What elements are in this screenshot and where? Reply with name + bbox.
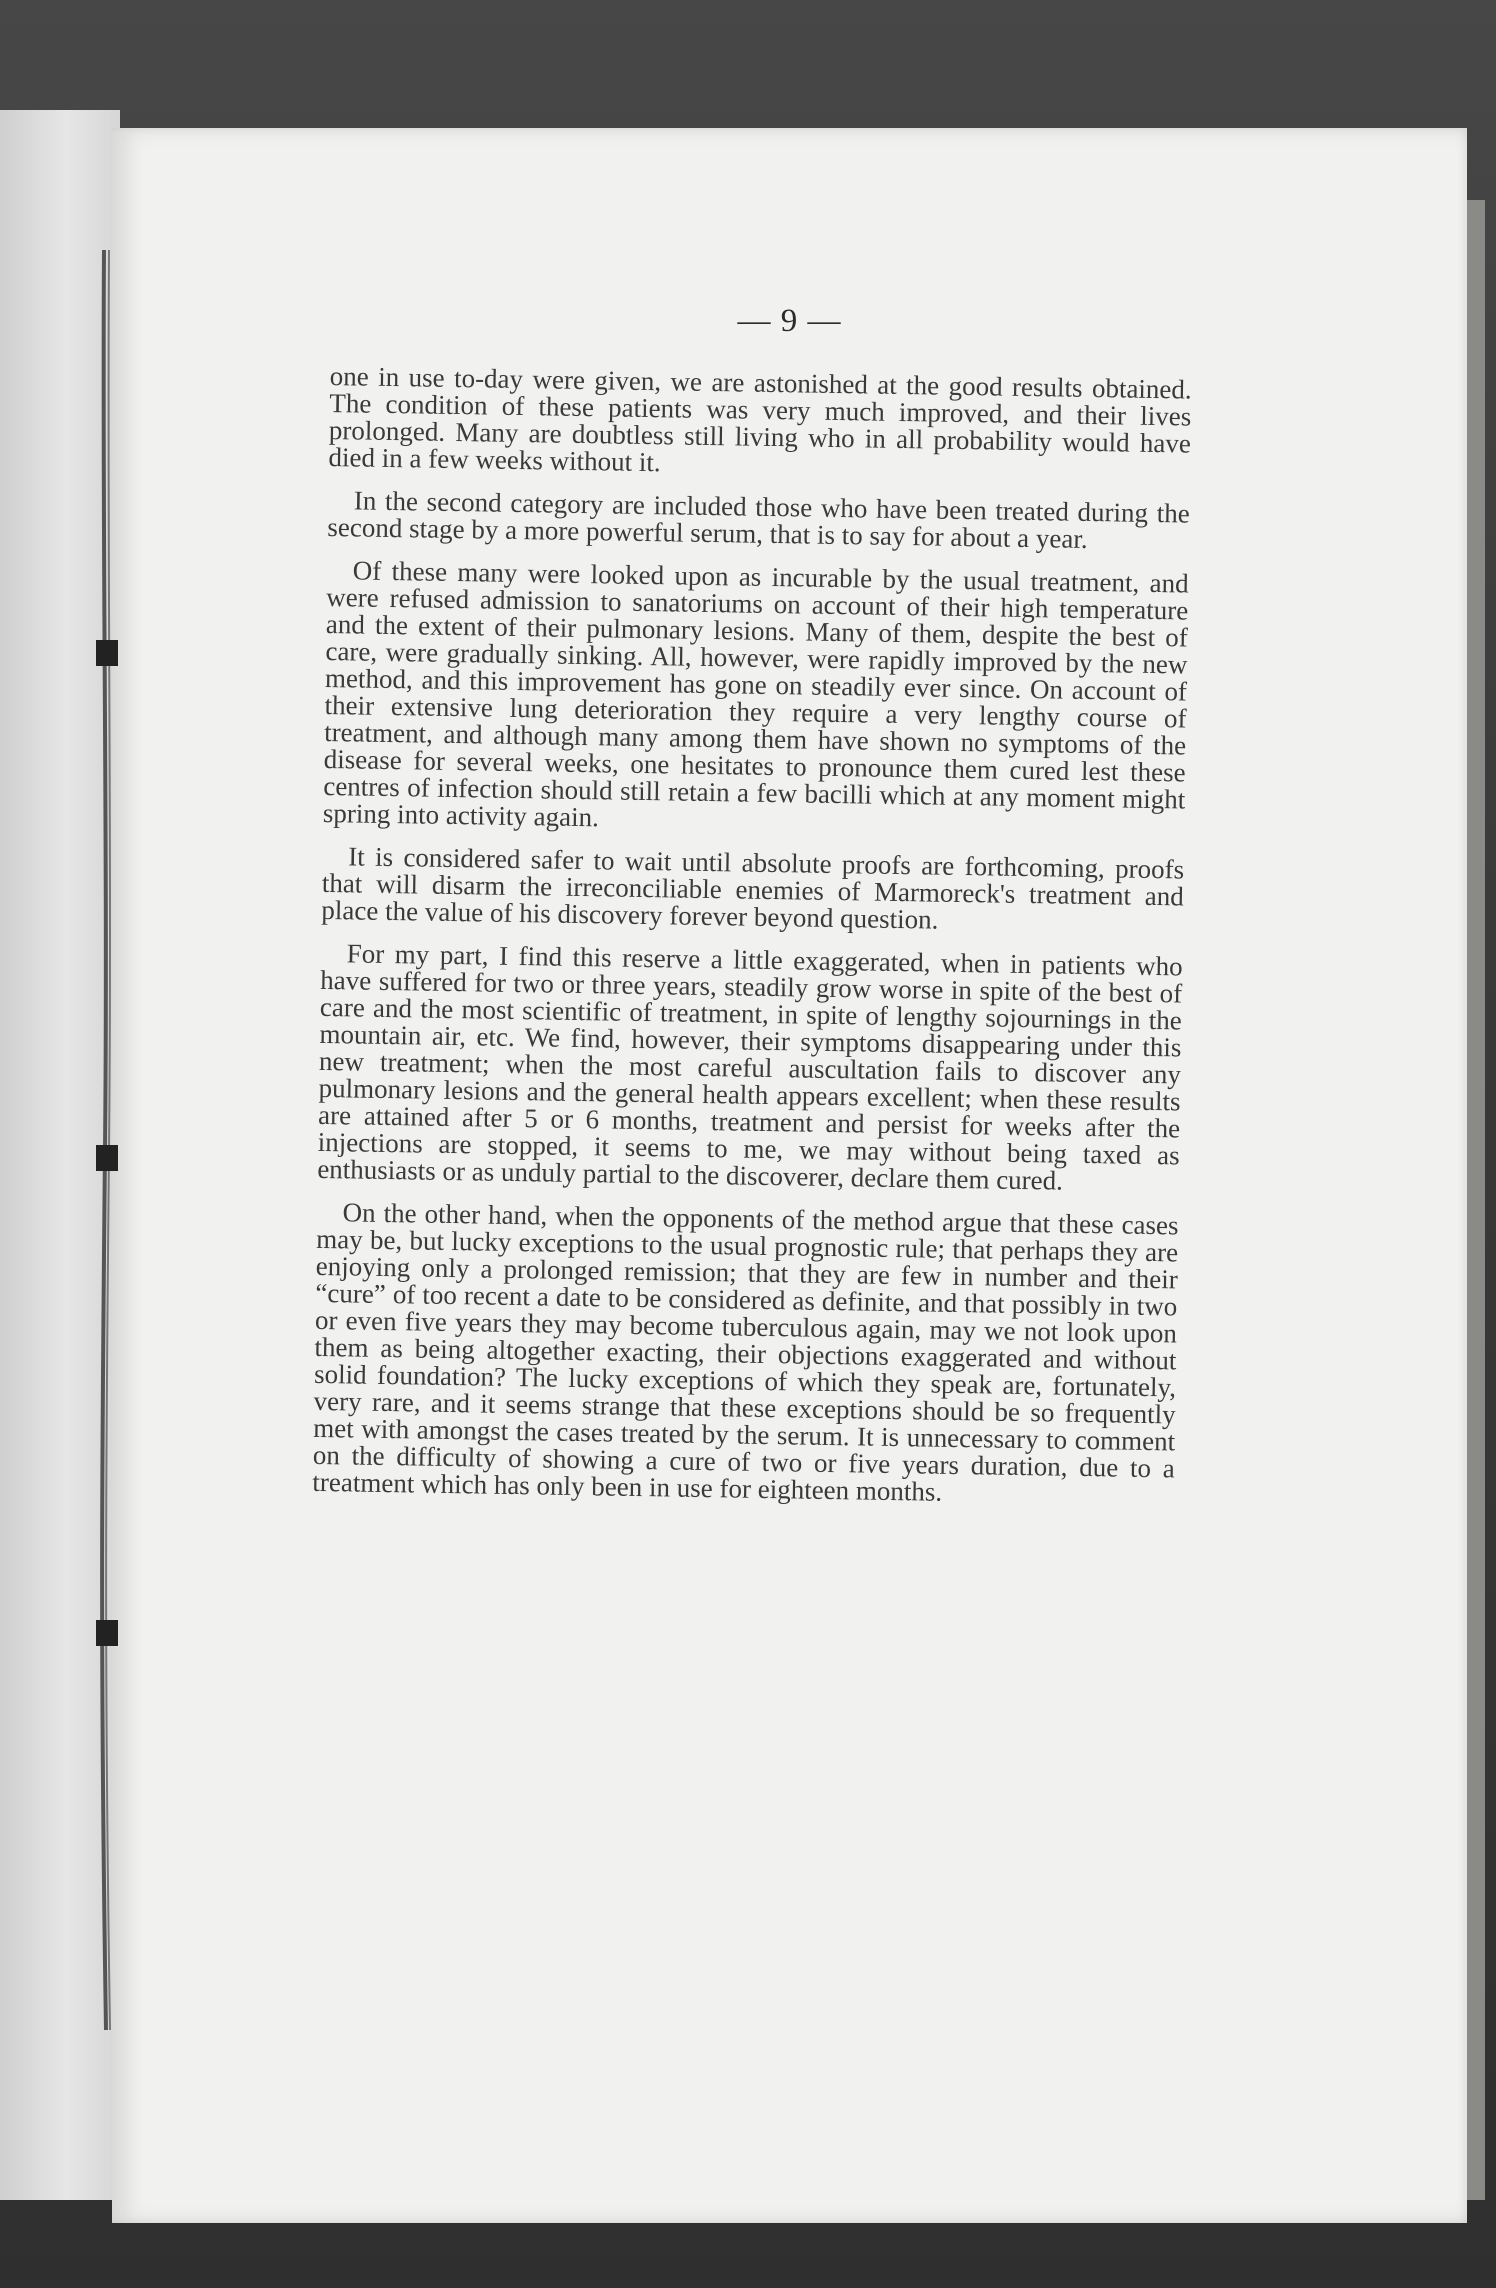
page-edge-shadow [1467, 200, 1485, 2200]
paragraph: one in use to-day were given, we are astonished at the good results obtained. The condition of these patients was very much improved, and their lives prolonged. Many are doubtless still living who in all probability would have died in a few weeks without it. [328, 361, 1192, 478]
paragraph: For my part, I find this reserve a little exaggerated, when in patients who have suffered for two or three years, steadily grow worse in spite of the best of care and the most scientific of treatment, in spite of lengthy sojournings in the mountain air, etc. We find, however, their symptoms disappearing under this new treatment; when the most careful auscultation fails to discover any pulmonary lesions and the general health appears excellent; when these results are attained after 5 or 6 months, treatment and persist for weeks after the injections are stopped, it seems to me, we may without being taxed as enthusiasts or as unduly partial to the discoverer, declare them cured. [317, 938, 1183, 1196]
body-text [312, 363, 1192, 1525]
book-page [112, 128, 1467, 2223]
paragraph: Of these many were looked upon as incurable by the usual treatment, and were refused admission to sanatoriums on account of their high temperature and the extent of their pulmonary lesions. Many of them, despite the best of care, were gradually sinking. All, however, were rapidly improved by the new method, and this improvement has gone on steadily ever since. On account of their extensive lung deterioration they require a very lengthy course of treatment, and although many among them have shown no symptoms of the disease for several weeks, one hesitates to pronounce them cured lest these centres of infection should still retain a few bacilli which at any moment might spring into activity again. [322, 555, 1189, 833]
page-number: — 9 — [737, 303, 842, 339]
paragraph: It is considered safer to wait until absolute proofs are forthcoming, proofs that will disarm the irreconciliable enemies of Marmoreck's treatment and place the value of his discovery forever beyond question. [321, 841, 1185, 935]
paragraph: On the other hand, when the opponents of the method argue that these cases may be, but lucky exceptions to the usual prognostic rule; that perhaps they are enjoying only a prolonged remission; that they are few in number and their “cure” of too recent a date to be considered as definite, and that possibly in two or even five years they may become tuberculous again, may we not look upon them as being altogether exacting, their objections exaggerated and without solid foundation? The lucky exceptions of which they speak are, fortunately, very rare, and it seems strange that these exceptions should be so frequently met with amongst the cases treated by the serum. It is unnecessary to comment on the difficulty of showing a cure of two or five years duration, due to a treatment which has only been in use for eighteen months. [312, 1197, 1179, 1507]
paragraph: In the second category are included those who have been treated during the second stage by a more powerful serum, that is to say for about a year. [327, 485, 1190, 554]
binding-thread [96, 250, 118, 2030]
